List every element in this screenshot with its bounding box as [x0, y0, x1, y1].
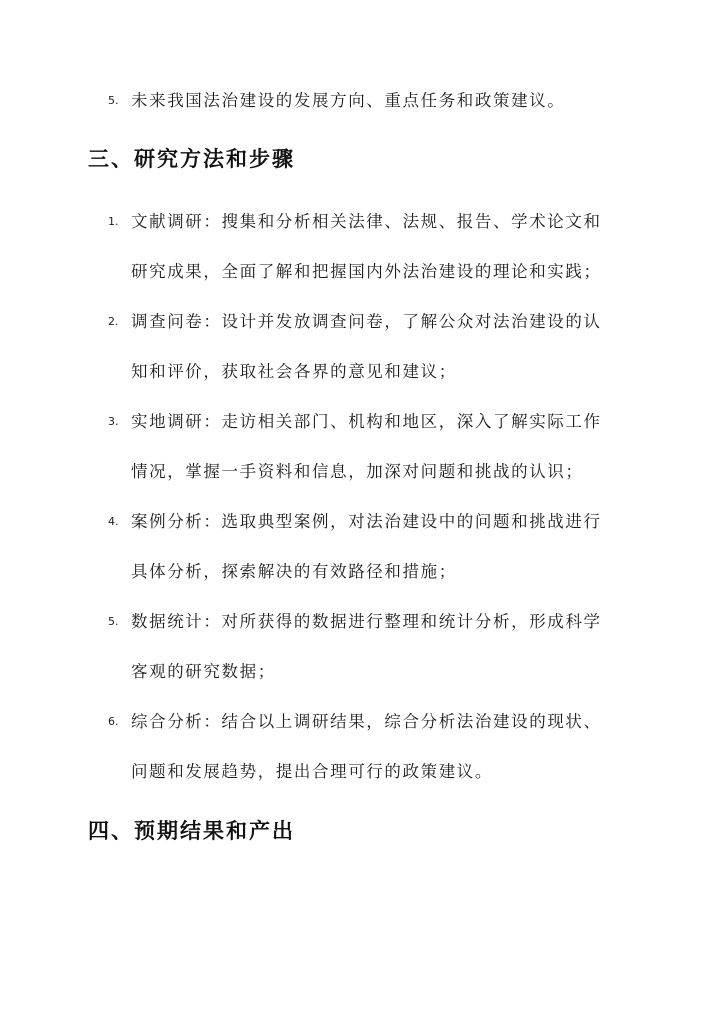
list-number: 1.: [108, 215, 119, 228]
list-item-line1: 实地调研：走访相关部门、机构和地区，深入了解实际工作: [131, 412, 602, 431]
list-item-line2: 情况，掌握一手资料和信息，加深对问题和挑战的认识；: [131, 462, 584, 481]
list-number: 5.: [108, 615, 119, 628]
list-item-3: [108, 397, 628, 497]
list-item-4: [108, 497, 628, 597]
list-item-prev-5: [108, 76, 628, 126]
list-number: 4.: [108, 515, 119, 528]
list-item-line1: 综合分析：结合以上调研结果，综合分析法治建设的现状、: [131, 712, 602, 731]
list-item-5: [108, 597, 628, 697]
list-item-line1: 调查问卷：设计并发放调查问卷，了解公众对法治建设的认: [131, 312, 602, 331]
list-item-2: [108, 297, 628, 397]
list-item-line2: 问题和发展趋势，提出合理可行的政策建议。: [131, 762, 493, 781]
list-number: 6.: [108, 715, 119, 728]
list-item-line1: 数据统计：对所获得的数据进行整理和统计分析，形成科学: [131, 612, 602, 631]
list-item-6: [108, 697, 628, 797]
list-number: 3.: [108, 415, 119, 428]
list-number: 2.: [108, 315, 119, 328]
list-item-text: 未来我国法治建设的发展方向、重点任务和政策建议。: [131, 91, 566, 110]
list-item-1: [108, 197, 628, 297]
list-item-line2: 知和评价，获取社会各界的意见和建议；: [131, 362, 457, 381]
list-item-line2: 客观的研究数据；: [131, 662, 276, 681]
list-item-line1: 文献调研：搜集和分析相关法律、法规、报告、学术论文和: [131, 212, 602, 231]
list-item-line1: 案例分析：选取典型案例，对法治建设中的问题和挑战进行: [131, 512, 602, 531]
list-number: 5.: [108, 94, 119, 107]
section-heading-3: 三、研究方法和步骤: [88, 147, 295, 171]
list-item-line2: 具体分析，探索解决的有效路径和措施；: [131, 562, 457, 581]
section-heading-4: 四、预期结果和产出: [88, 819, 295, 843]
list-item-line2: 研究成果，全面了解和把握国内外法治建设的理论和实践；: [131, 262, 602, 281]
